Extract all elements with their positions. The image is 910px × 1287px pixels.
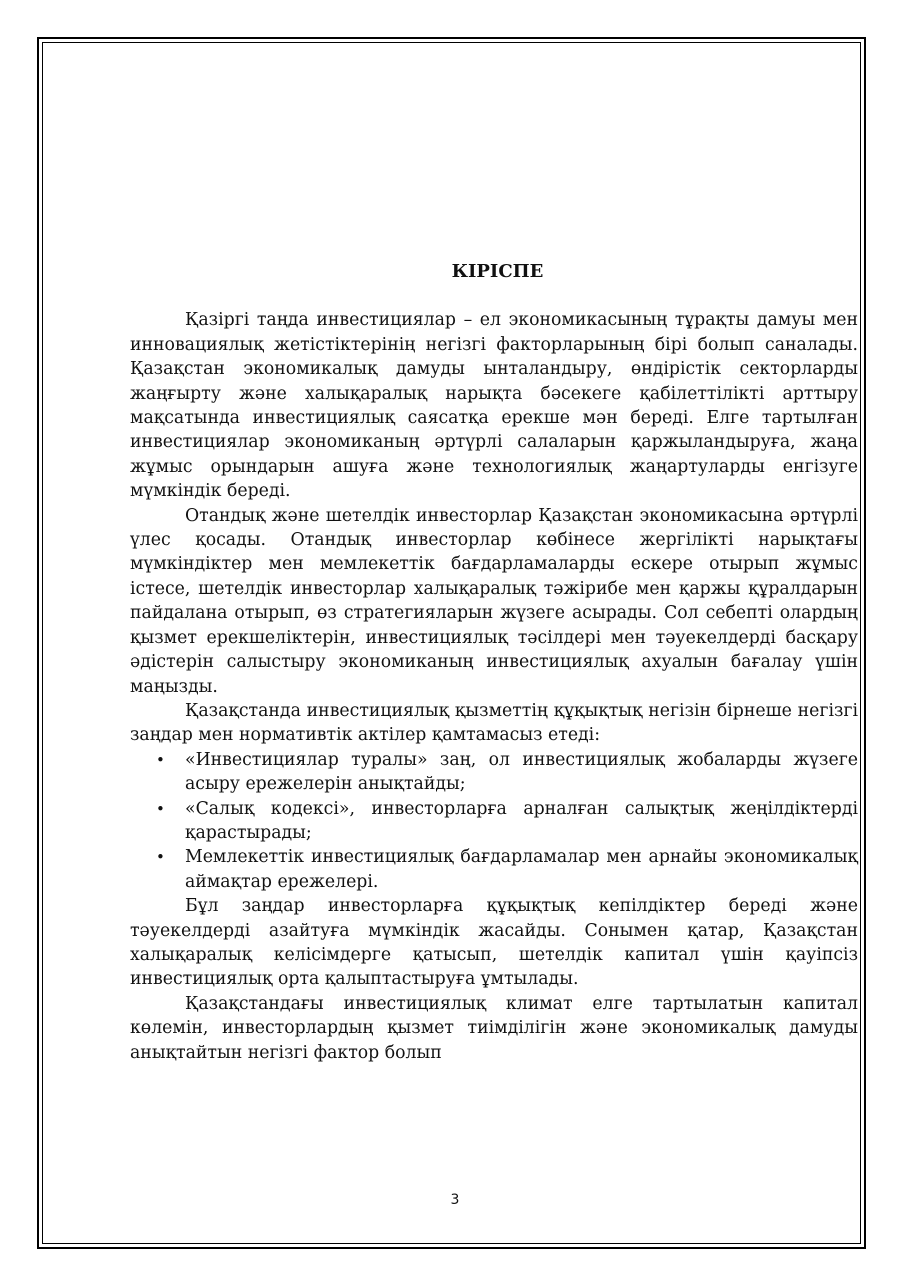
paragraph-climate: Қазақстандағы инвестициялық климат елге тартылатын капитал көлемін, инвесторлардың қызмет тиімділігін және экономикалық дамуды анықтайтын негізгі фактор болып [130, 993, 858, 1063]
bullet-marker: • [156, 848, 165, 867]
list-item [130, 845, 858, 894]
paragraph-investors: Отандық және шетелдік инвесторлар Қазақстан экономикасына әртүрлі үлес қосады. Отандық инвесторлар көбінесе жергілікті нарықтағы мүмкіндіктер мен мемлекеттік бағдарламаларды ескере отырып жұмыс істесе, шетелдік инвесторлар халықаралық тәжірибе мен қаржы құралдарын пайдалана отырып, өз стратегияларын жүзеге асырады. Сол себепті олардың қызмет ерекшеліктерін, инвестициялық тәсілдері мен тәуекелдерді басқару әдістерін салыстыру экономиканың инвестициялық ахуалын бағалау үшін маңызды. [130, 505, 858, 697]
paragraph-intro: Қазіргі таңда инвестициялар – ел экономикасының тұрақты дамуы мен инновациялық жетістіктерінің негізгі факторларының бірі болып саналады. Қазақстан экономикалық дамуды ынталандыру, өндірістік секторларды жаңғырту және халықаралық нарықта бәсекеге қабілеттілікті арттыру мақсатында инвестициялық саясатқа ерекше мән береді. Елге тартылған инвестициялар экономиканың әртүрлі салаларын қаржыландыруға, жаңа жұмыс орындарын ашуға және технологиялық жаңартуларды енгізуге мүмкіндік береді. [130, 310, 858, 502]
document-body [130, 260, 858, 1065]
paragraph-legal-basis: Қазақстанда инвестициялық қызметтің құқықтық негізін бірнеше негізгі заңдар мен нормативтік актілер қамтамасыз етеді: [130, 700, 858, 746]
bullet-marker: • [156, 750, 165, 769]
list-item-text: «Инвестициялар туралы» заң, ол инвестициялық жобаларды жүзеге асыру ережелерін анықтайды; [185, 749, 858, 795]
list-item-text: Мемлекеттік инвестициялық бағдарламалар мен арнайы экономикалық аймақтар ережелері. [185, 847, 858, 892]
list-item [130, 748, 858, 797]
bullet-marker: • [156, 799, 165, 818]
list-item-text: «Салық кодексі», инвесторларға арналған салықтық жеңілдіктерді қарастырады; [185, 798, 858, 843]
paragraph-guarantees: Бұл заңдар инвесторларға құқықтық кепілдіктер береді және тәуекелдерді азайтуға мүмкіндік жасайды. Сонымен қатар, Қазақстан халықаралық келісімдерге қатысып, шетелдік капитал үшін қауіпсіз инвестициялық орта қалыптастыруға ұмтылады. [130, 896, 858, 990]
section-title: КІРІСПЕ [451, 261, 544, 282]
page-number: 3 [450, 1192, 460, 1208]
list-item [130, 797, 858, 846]
legal-acts-list [130, 748, 858, 894]
